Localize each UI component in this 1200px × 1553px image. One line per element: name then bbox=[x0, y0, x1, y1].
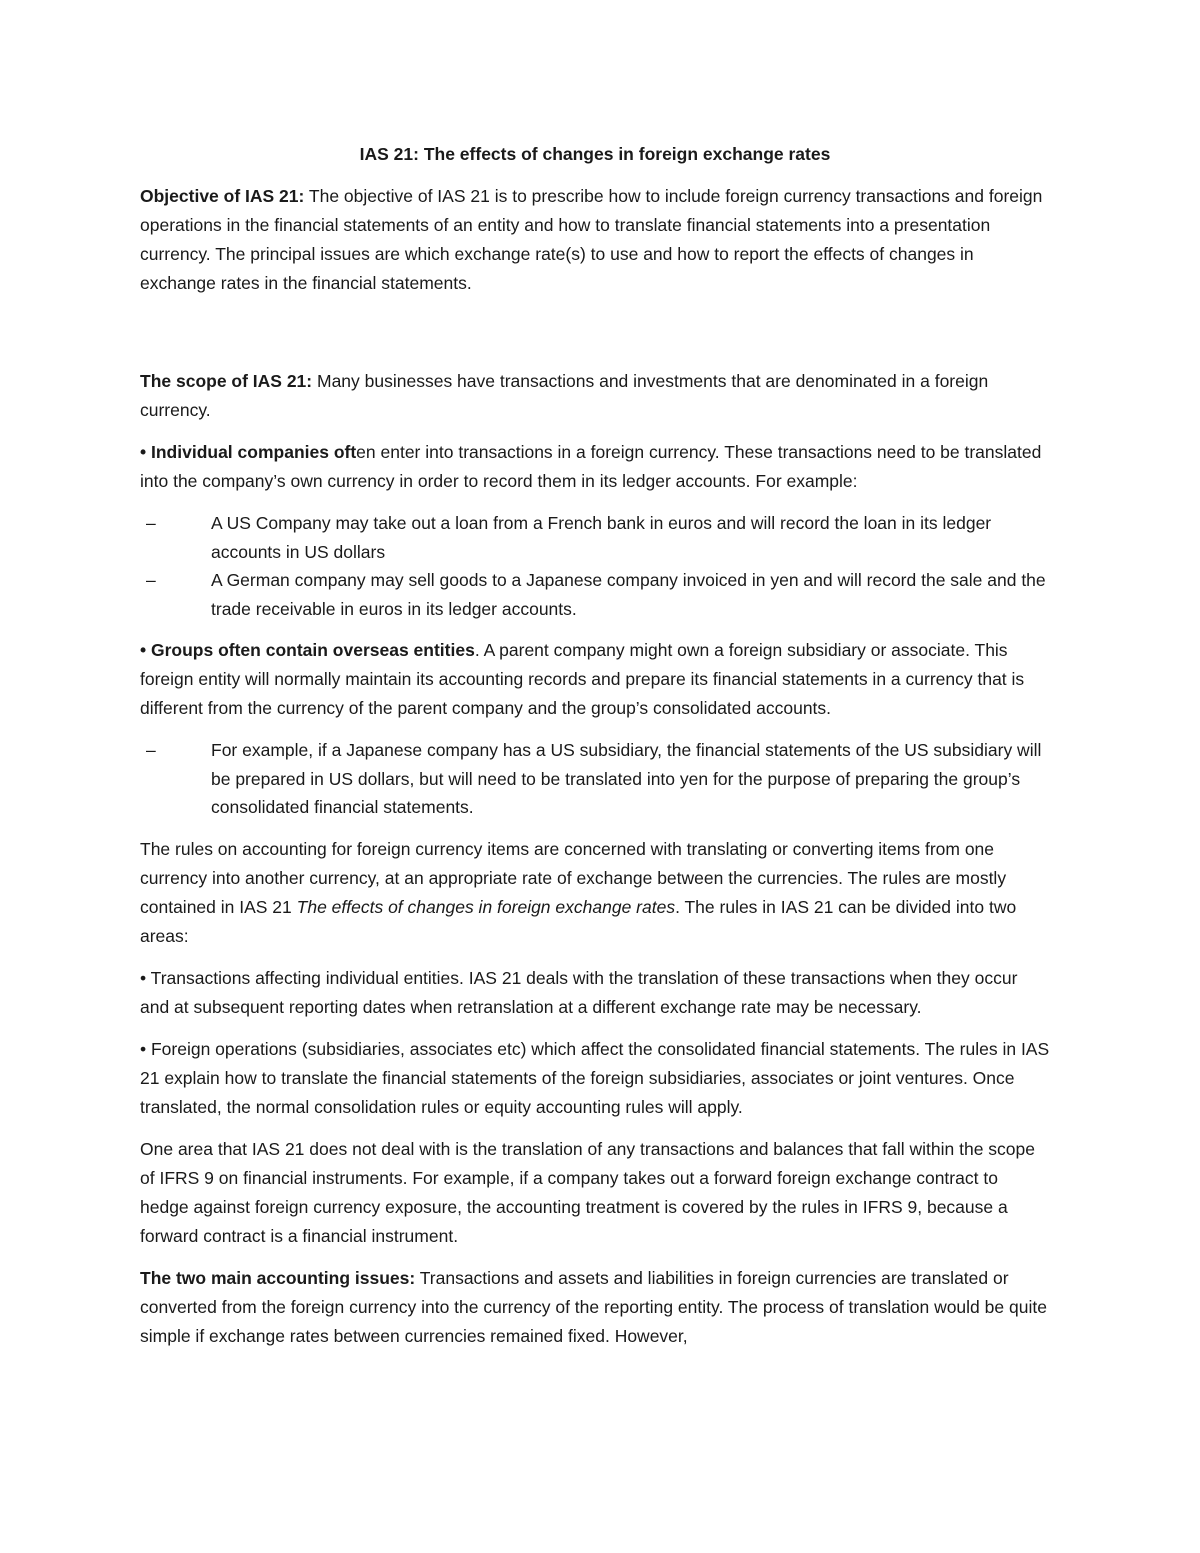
dash-mark: – bbox=[146, 570, 156, 590]
issues-text: Transactions and assets and liabilities in foreign currencies are translated or converted from the foreign currency into the currency of the reporting entity. The process of translation would be quite simple if exchange rates between currencies remained fixed. However, bbox=[140, 1267, 1047, 1346]
groups-paragraph bbox=[140, 636, 1050, 723]
groups-examples-list bbox=[140, 736, 1050, 822]
objective-paragraph bbox=[140, 182, 1050, 298]
rules-text-2: . The rules in IAS 21 can be divided into two areas: bbox=[140, 896, 1017, 946]
individual-heading: Individual companies oft bbox=[151, 442, 357, 462]
list-item-text: A US Company may take out a loan from a French bank in euros and will record the loan in its ledger accounts in US dollars bbox=[211, 513, 992, 562]
area-foreign-operations-paragraph: • Foreign operations (subsidiaries, associates etc) which affect the consolidated financial statements. The rules in IAS 21 explain how to translate the financial statements of the foreign subsidiaries, associates or joint ventures. Once translated, the normal consolidation rules or equity accounting rules will apply. bbox=[140, 1038, 1050, 1117]
bullet-mark: • bbox=[140, 442, 151, 462]
individual-examples-list bbox=[140, 509, 1050, 623]
list-item-text: A German company may sell goods to a Japanese company invoiced in yen and will record the sale and the trade receivable in euros in its ledger accounts. bbox=[211, 570, 1046, 619]
dash-mark: – bbox=[146, 740, 156, 760]
issues-paragraph bbox=[140, 1264, 1050, 1351]
dash-mark: – bbox=[146, 513, 156, 533]
ifrs9-paragraph: One area that IAS 21 does not deal with is the translation of any transactions and balances that fall within the scope of IFRS 9 on financial instruments. For example, if a company takes out a forward foreign exchange contract to hedge against foreign currency exposure, the accounting treatment is covered by the rules in IFRS 9, because a forward contract is a financial instrument. bbox=[140, 1138, 1035, 1246]
issues-heading: The two main accounting issues: bbox=[140, 1267, 416, 1288]
objective-heading: Objective of IAS 21: bbox=[140, 186, 305, 206]
scope-heading: The scope of IAS 21: bbox=[140, 371, 313, 391]
objective-text: The objective of IAS 21 is to prescribe how to include foreign currency transactions and foreign operations in the financial statements of an entity and how to translate financial statements into a presentation currency. The principal issues are which exchange rate(s) to use and how to report the effects of changes in exchange rates in the financial statements. bbox=[140, 186, 1043, 293]
rules-text-1: The rules on accounting for foreign currency items are concerned with translating or converting items from one currency into another currency, at an appropriate rate of exchange between the currencies. The rules are mostly contained in IAS 21 bbox=[140, 838, 1007, 917]
groups-text: . A parent company might own a foreign subsidiary or associate. This foreign entity will normally maintain its accounting records and prepare its financial statements in a currency that is different from the currency of the parent company and the group’s consolidated accounts. bbox=[140, 640, 1025, 718]
area-transactions-paragraph: • Transactions affecting individual entities. IAS 21 deals with the translation of these transactions when they occur and at subsequent reporting dates when retranslation at a different exchange rate may be necessary. bbox=[140, 967, 1018, 1017]
rules-paragraph bbox=[140, 835, 1050, 951]
individual-text: en enter into transactions in a foreign currency. These transactions need to be translated into the company’s own currency in order to record them in its ledger accounts. For example: bbox=[140, 442, 1042, 491]
document-title: IAS 21: The effects of changes in foreign exchange rates bbox=[359, 144, 831, 164]
rules-standard-title: The effects of changes in foreign exchange rates bbox=[296, 896, 676, 917]
list-item bbox=[140, 736, 1050, 822]
list-item-text: For example, if a Japanese company has a US subsidiary, the financial statements of the US subsidiary will be prepared in US dollars, but will need to be translated into yen for the purpose of preparing the group’s consolidated financial statements. bbox=[211, 740, 1042, 817]
list-item bbox=[140, 566, 1050, 623]
groups-heading: Groups often contain overseas entities bbox=[151, 640, 475, 660]
individual-companies-paragraph bbox=[140, 438, 1050, 496]
scope-text: Many businesses have transactions and investments that are denominated in a foreign currency. bbox=[140, 371, 989, 420]
list-item bbox=[140, 509, 1050, 566]
paragraph-spacer bbox=[140, 311, 1050, 367]
bullet-mark: • bbox=[140, 640, 151, 660]
scope-paragraph bbox=[140, 367, 1050, 425]
